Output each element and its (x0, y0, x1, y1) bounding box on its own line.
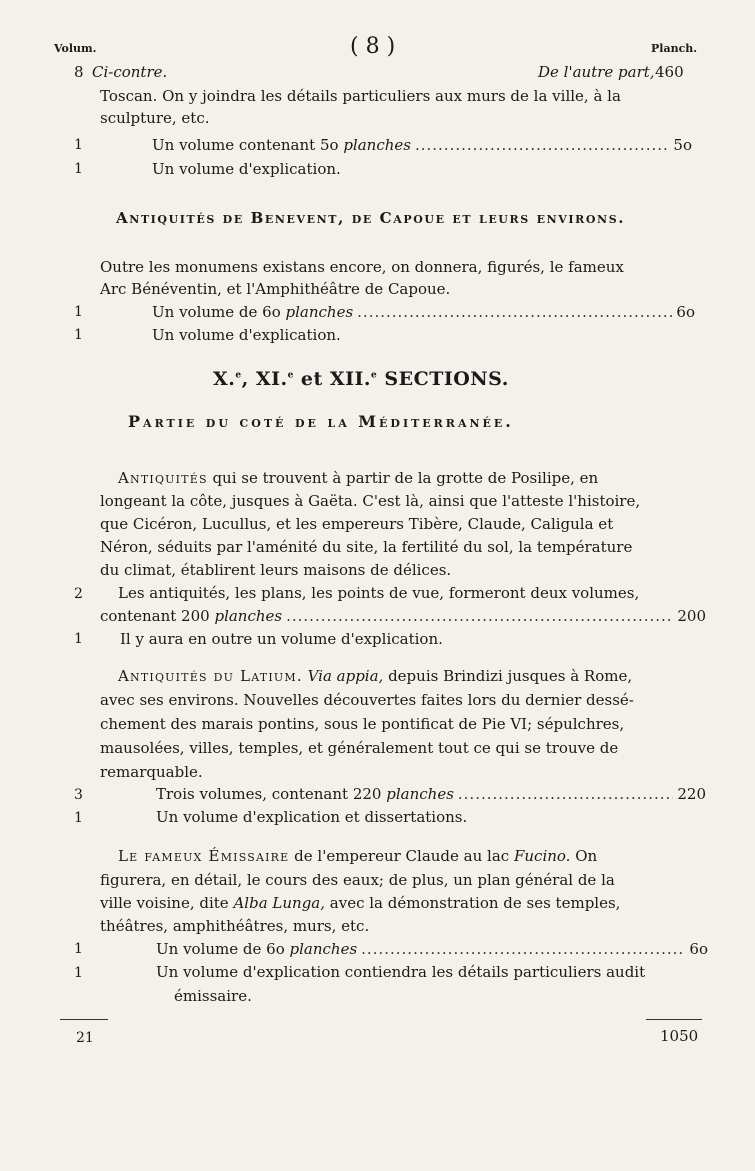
volume-count: 1 (74, 941, 83, 957)
volume-count: 1 (74, 965, 83, 981)
plate-count: 6o (676, 303, 695, 321)
entry-text: Un volume d'explication contiendra les détails particuliers audit (156, 963, 646, 981)
volume-count: 1 (74, 161, 83, 177)
entry-italic: planches (343, 136, 411, 154)
paragraph-line: Toscan. On y joindra les détails particuliers aux murs de la ville, à la (100, 87, 621, 105)
volume-count: 1 (74, 327, 83, 343)
paragraph-text: ville voisine, dite (100, 894, 229, 912)
leader-dots (415, 135, 669, 155)
heading-part: SECTIONS. (377, 368, 509, 390)
paragraph-italic: Fucino. (513, 847, 571, 865)
volume-count: 2 (74, 586, 83, 602)
plate-count: 200 (677, 607, 706, 625)
entry-plates (156, 939, 708, 959)
paragraph-line (100, 893, 620, 913)
leader-dots (361, 939, 685, 959)
carry-right-label: De l'autre part, (538, 63, 655, 81)
sections-subheading: Partie du coté de la Méditerranée. (128, 412, 514, 431)
entry-text: Il y aura en outre un volume d'explication. (120, 630, 443, 648)
paragraph-text: avec la démonstration de ses temples, (325, 894, 621, 912)
volume-count: 1 (74, 631, 83, 647)
paragraph-line: Néron, séduits par l'aménité du site, la fertilité du sol, la température (100, 538, 633, 556)
header-plates-label: Planch. (651, 42, 698, 55)
entry-italic: planches (289, 940, 358, 958)
entry-italic: planches (285, 303, 354, 321)
entry-text: contenant 200 (100, 607, 210, 625)
paragraph-text: de l'empereur Claude au lac (289, 847, 510, 865)
entry-text: Un volume contenant 5o (152, 136, 339, 154)
entry-text: Un volume d'explication et dissertations. (156, 808, 468, 826)
heading-part: et XII. (293, 368, 372, 390)
paragraph-line: théâtres, amphithéâtres, murs, etc. (100, 917, 370, 935)
paragraph-line: remarquable. (100, 763, 203, 781)
paragraph-text: depuis Brindizi jusques à Rome, (383, 667, 633, 685)
total-rule-left (60, 1019, 108, 1020)
carry-left-label: Ci-contre. (92, 63, 168, 81)
paragraph-line: figurera, en détail, le cours des eaux; de plus, un plan général de la (100, 871, 615, 889)
leader-dots (286, 606, 673, 626)
paragraph-line: avec ses environs. Nouvelles découvertes faites lors du dernier dessé- (100, 691, 634, 709)
heading-part: X. (213, 368, 236, 390)
entry-text: Un volume d'explication. (152, 326, 341, 344)
leader-dots (458, 784, 673, 804)
entry-text: émissaire. (174, 987, 252, 1005)
entry-plates (152, 302, 695, 322)
entry-plates (100, 606, 706, 626)
paragraph-line: chement des marais pontins, sous le pontificat de Pie VI; sépulchres, (100, 715, 625, 733)
leader-dots (357, 302, 672, 322)
entry-plates (152, 135, 692, 155)
entry-plates (156, 784, 706, 804)
paragraph-italic: Alba Lunga, (233, 894, 326, 912)
entry-text: Les antiquités, les plans, les points de vue, formeront deux volumes, (118, 584, 640, 602)
heading-part: , XI. (241, 368, 288, 390)
paragraph-italic: Via appia, (307, 667, 384, 685)
paragraph-line: que Cicéron, Lucullus, et les empereurs Tibère, Claude, Caligula et (100, 515, 614, 533)
entry-text: Un volume de 6o (152, 303, 281, 321)
plate-count: 220 (677, 785, 706, 803)
plate-count: 6o (689, 940, 708, 958)
paragraph-lead: Antiquités (118, 469, 208, 487)
paragraph-text: On (570, 847, 598, 865)
paragraph-line: Outre les monumens existans encore, on donnera, figurés, le fameux (100, 258, 624, 276)
entry-text: Un volume d'explication. (152, 160, 341, 178)
heading-sup: e (371, 370, 378, 381)
total-plates: 1050 (660, 1027, 699, 1045)
paragraph-line: sculpture, etc. (100, 109, 210, 127)
section-heading: Antiquités de Benevent, de Capoue et leurs environs. (116, 209, 626, 227)
entry-italic: planches (386, 785, 454, 803)
volume-count: 1 (74, 137, 83, 153)
sections-heading (213, 368, 509, 390)
paragraph-line (118, 666, 632, 686)
paragraph-line: mausolées, villes, temples, et généralement tout ce qui se trouve de (100, 739, 619, 757)
entry-text: Un volume de 6o (156, 940, 285, 958)
volume-count: 1 (74, 304, 83, 320)
heading-sup: e (287, 370, 294, 381)
heading-sup: e (235, 370, 242, 381)
paragraph-line: Arc Bénéventin, et l'Amphithéâtre de Capoue. (100, 280, 451, 298)
volume-count: 3 (74, 787, 83, 803)
header-volumes-label: Volum. (54, 42, 97, 55)
paragraph-text: qui se trouvent à partir de la grotte de Posilipe, en (207, 469, 599, 487)
plate-count: 5o (673, 136, 692, 154)
page-number: ( 8 ) (350, 34, 396, 59)
paragraph-line: longeant la côte, jusques à Gaëta. C'est là, ainsi que l'atteste l'histoire, (100, 492, 641, 510)
paragraph-line (118, 846, 597, 866)
carry-plate-count: 460 (655, 63, 684, 81)
paragraph-lead: Antiquités du Latium. (118, 667, 303, 685)
volume-count: 1 (74, 810, 83, 826)
total-volumes: 21 (76, 1030, 94, 1046)
carry-volume-count: 8 (74, 63, 84, 81)
paragraph-line: du climat, établirent leurs maisons de délices. (100, 561, 452, 579)
paragraph-line (118, 468, 598, 488)
entry-text: Trois volumes, contenant 220 (156, 785, 382, 803)
paragraph-lead: Le fameux Émissaire (118, 847, 290, 865)
total-rule-right (646, 1019, 702, 1020)
entry-italic: planches (214, 607, 283, 625)
